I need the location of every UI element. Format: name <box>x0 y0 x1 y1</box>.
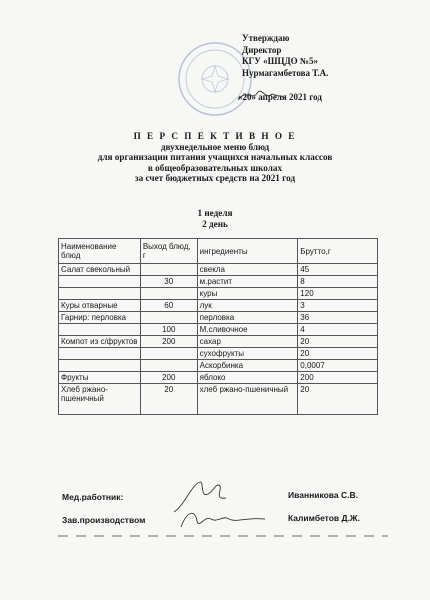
cell-ingredient: Аскорбинка <box>197 360 298 372</box>
table-row <box>59 336 378 348</box>
cell-dish: Куры отварные <box>59 300 141 312</box>
cell-ingredient: м.растит <box>197 276 298 288</box>
table-row <box>59 264 378 276</box>
cell-yield: 20 <box>140 384 197 415</box>
cell-gross: 120 <box>298 288 378 300</box>
cell-yield <box>140 264 197 276</box>
cell-gross: 20 <box>298 348 378 360</box>
med-worker-label: Мед.работник: <box>62 492 124 502</box>
cell-dish <box>59 324 141 336</box>
cell-ingredient: М.сливочное <box>197 324 298 336</box>
table-row <box>59 372 378 384</box>
cell-yield: 200 <box>140 372 197 384</box>
table-row <box>59 360 378 372</box>
header-dish: Наименование блюд <box>59 239 141 264</box>
table-row <box>59 384 378 415</box>
table-row <box>59 312 378 324</box>
cell-yield <box>140 348 197 360</box>
cell-dish: Фрукты <box>59 372 141 384</box>
cell-dish <box>59 288 141 300</box>
production-head-signature <box>175 505 270 535</box>
cell-yield <box>140 360 197 372</box>
cell-gross: 4 <box>298 324 378 336</box>
cell-yield <box>140 312 197 324</box>
week-label: 1 неделя <box>197 208 233 218</box>
cell-dish: Компот из с/фруктов <box>59 336 141 348</box>
document-title <box>0 131 430 184</box>
cell-ingredient: сахар <box>197 336 298 348</box>
header-yield: Выход блюд, г <box>140 239 197 264</box>
cell-dish <box>59 360 141 372</box>
day-label: 2 день <box>202 218 228 229</box>
table-row <box>59 276 378 288</box>
cell-dish: Салат свекольный <box>59 264 141 276</box>
title-heading: П Е Р С П Е К Т И В Н О Е <box>133 131 297 141</box>
header-gross: Брутто,г <box>298 239 378 264</box>
table-row <box>59 324 378 336</box>
cell-gross: 20 <box>298 384 378 415</box>
approval-line-4: Нурмагамбетова Т.А. <box>242 67 329 78</box>
header-ingredients: ингредиенты <box>197 239 298 264</box>
med-worker-name: Иванникова С.В. <box>288 490 358 500</box>
cell-yield: 100 <box>140 324 197 336</box>
table-row <box>59 288 378 300</box>
cell-yield: 30 <box>140 276 197 288</box>
cell-gross: 200 <box>298 372 378 384</box>
menu-table <box>58 238 378 415</box>
table-header-row <box>59 239 378 264</box>
cell-ingredient: лук <box>197 300 298 312</box>
cell-ingredient: перловка <box>197 312 298 324</box>
production-head-name: Калимбетов Д.Ж. <box>288 513 360 523</box>
cell-ingredient: яблоко <box>197 372 298 384</box>
cell-gross: 8 <box>298 276 378 288</box>
cell-dish: Гарнир: перловка <box>59 312 141 324</box>
title-line-2: двухнедельное меню блюд <box>160 141 270 152</box>
cell-yield: 200 <box>140 336 197 348</box>
cell-dish: Хлеб ржано-пшеничный <box>59 384 141 415</box>
approval-date: «20» апреля 2021 год <box>238 92 322 102</box>
cell-ingredient: сухофрукты <box>197 348 298 360</box>
title-line-5: за счет бюджетных средств на 2021 год <box>134 173 296 183</box>
director-signature <box>236 86 288 104</box>
scan-artifact-divider <box>58 535 388 537</box>
table-row <box>59 348 378 360</box>
cell-dish <box>59 276 141 288</box>
approval-line-2: Директор <box>242 44 282 55</box>
cell-gross: 45 <box>298 264 378 276</box>
approval-line-3: КГУ «ШЦДО №5» <box>242 56 318 66</box>
cell-ingredient: свекла <box>197 264 298 276</box>
production-head-label: Зав.производством <box>62 515 146 525</box>
approval-line-1: Утверждаю <box>242 33 290 43</box>
cell-yield: 60 <box>140 300 197 312</box>
cell-dish <box>59 348 141 360</box>
cell-gross: 3 <box>298 300 378 312</box>
title-line-4: в общеобразовательных школах <box>147 162 283 173</box>
cell-ingredient: хлеб ржано-пшеничный <box>197 384 298 415</box>
cell-yield <box>140 288 197 300</box>
cell-gross: 36 <box>298 312 378 324</box>
title-line-3: для организации питания учащихся начальных классов <box>97 152 333 162</box>
cell-gross: 0,0007 <box>298 360 378 372</box>
cell-ingredient: куры <box>197 288 298 300</box>
table-row <box>59 300 378 312</box>
period-block <box>0 208 430 229</box>
cell-gross: 20 <box>298 336 378 348</box>
